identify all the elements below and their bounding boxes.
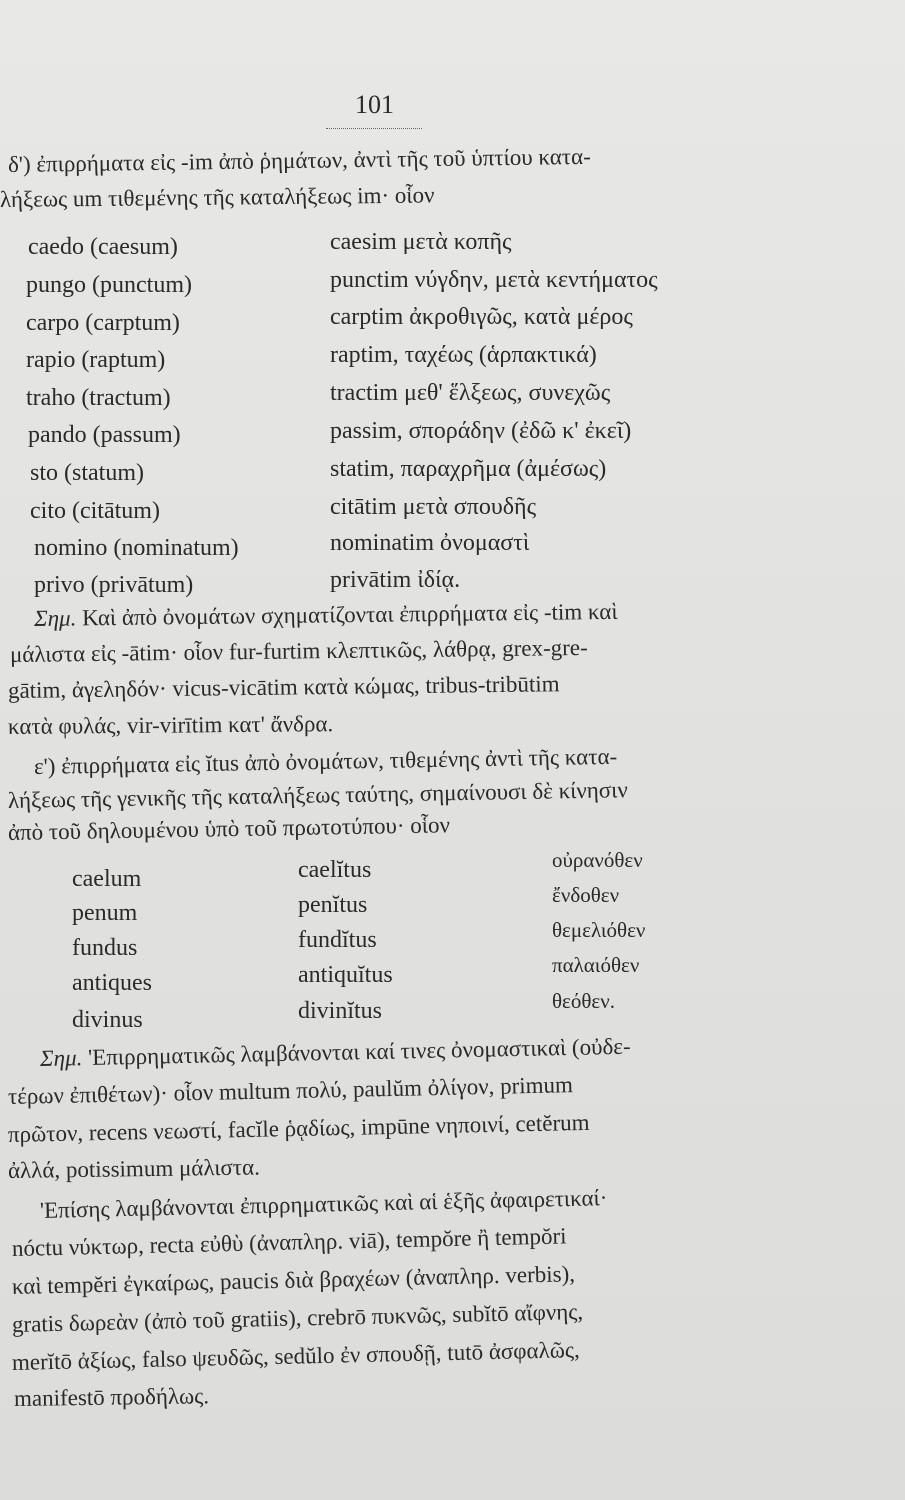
noun-cell: antiques (72, 970, 152, 996)
adverb-cell: carptim ἀκροθιγῶς, κατὰ μέρος (330, 304, 633, 330)
verb-cell: traho (tractum) (26, 385, 171, 411)
verb-cell: caedo (caesum) (28, 234, 178, 260)
noun-cell: divinus (72, 1007, 143, 1033)
adverb-cell: caesim μετὰ κοπῆς (330, 229, 512, 255)
adverb-cell: nominatim ὀνομαστὶ (330, 530, 530, 556)
para-e-line-3: ἀπὸ τοῦ δηλουμένου ὑπὸ τοῦ πρωτοτύπου· οἷον (7, 812, 451, 845)
adverb-cell: citātim μετὰ σπουδῆς (330, 494, 537, 520)
page-number-rule (326, 128, 422, 129)
adverb-cell: raptim, ταχέως (ἁρπακτικά) (330, 342, 597, 368)
noun-cell: caelum (72, 866, 142, 892)
note-1-line-1: Σημ. Καὶ ἀπὸ ὀνομάτων σχηματίζονται ἐπιρρήματα εἰς -tim καὶ (33, 598, 618, 631)
noun-cell: penum (72, 900, 138, 926)
para-final-line-3: καὶ tempĕri ἐγκαίρως, paucis διὰ βραχέων (ἀναπληρ. verbis), (11, 1261, 576, 1299)
adverb-cell: fundĭtus (298, 927, 377, 953)
para-final-line-4: gratis δωρεὰν (ἀπὸ τοῦ gratiis), crebrō πυκνῶς, subĭtō αἴφνης, (11, 1299, 584, 1337)
note-1-line-2: μάλιστα εἰς -ātim· οἷον fur-furtim κλεπτικῶς, λάθρᾳ, grex-gre- (9, 634, 588, 667)
verb-cell: carpo (carptum) (26, 310, 180, 336)
note-2-line-2: τέρων ἐπιθέτων)· οἷον multum πολύ, paulŭm ὀλίγον, primum (7, 1072, 574, 1109)
para-final-line-5: merĭtō ἀξίως, falso ψευδῶς, sedŭlo ἐν σπουδῇ, tutō ἀσφαλῶς, (11, 1337, 580, 1375)
greek-cell: θεόθεν. (552, 989, 615, 1013)
adverb-cell: caelĭtus (298, 857, 372, 883)
verb-cell: privo (privātum) (34, 572, 194, 598)
adverb-cell: divinĭtus (298, 998, 383, 1024)
greek-cell: θεμελιόθεν (552, 918, 646, 942)
adverb-cell: passim, σποράδην (ἐδῶ κ' ἐκεῖ) (330, 418, 632, 444)
para-d-line-2: λήξεως um τιθεμένης τῆς καταλήξεως im· οἷον (0, 182, 435, 212)
greek-cell: οὐρανόθεν (552, 848, 643, 872)
adverb-cell: privātim ἰδίᾳ. (330, 567, 461, 593)
greek-cell: ἔνδοθεν (552, 883, 620, 907)
para-final-line-6: manifestō προδήλως. (13, 1383, 210, 1411)
adverb-cell: punctim νύγδην, μετὰ κεντήματος (330, 267, 658, 293)
verb-cell: cito (citātum) (30, 498, 160, 524)
note-2-line-3: πρῶτον, recens νεωστί, facĭle ῥᾳδίως, impūne νηποινί, cetĕrum (7, 1109, 590, 1147)
para-e-line-2: λήξεως τῆς γενικῆς τῆς καταλήξεως ταύτης, σημαίνουσι δὲ κίνησιν (7, 777, 628, 813)
verb-cell: nomino (nominatum) (34, 535, 239, 561)
note-2-line-4: ἀλλά, potissimum μάλιστα. (7, 1154, 261, 1183)
noun-cell: fundus (72, 935, 138, 961)
page-number: 101 (355, 90, 394, 119)
adverb-cell: penĭtus (298, 892, 368, 918)
para-final-line-2: nóctu νύκτωρ, recta εὐθὺ (ἀναπληρ. viā), tempŏre ἢ tempŏri (11, 1223, 567, 1261)
verb-cell: pando (passum) (28, 422, 181, 448)
note-2-line-1: Σημ. 'Επιρρηματικῶς λαμβάνονται καί τινες ὀνομαστικαὶ (οὐδε- (39, 1033, 631, 1071)
note-2-label: Σημ. (39, 1045, 83, 1071)
adverb-cell: tractim μεθ' ἕλξεως, συνεχῶς (330, 380, 611, 406)
adverb-cell: antiquĭtus (298, 962, 393, 988)
note-1-label: Σημ. (33, 605, 77, 631)
greek-cell: παλαιόθεν (552, 953, 640, 977)
para-e-line-1: ε') ἐπιρρήματα εἰς ĭtus ἀπὸ ὀνομάτων, τιθεμένης ἀντὶ τῆς κατα- (33, 743, 618, 779)
verb-cell: sto (statum) (30, 460, 144, 486)
note-1-line-4: κατὰ φυλάς, vir-virītim κατ' ἄνδρα. (7, 711, 334, 739)
para-d-line-1: δ') ἐπιρρήματα εἰς -im ἀπὸ ῥημάτων, ἀντὶ τῆς τοῦ ὑπτίου κατα- (7, 143, 591, 177)
verb-cell: rapio (raptum) (26, 347, 166, 373)
para-final-line-1: 'Επίσης λαμβάνονται ἐπιρρηματικῶς καὶ αἱ ἑξῆς ἀφαιρετικαί· (39, 1185, 608, 1223)
verb-cell: pungo (punctum) (26, 272, 192, 298)
note-1-line-3: gātim, ἀγεληδόν· vicus-vicātim κατὰ κώμας, tribus-tribūtim (7, 671, 560, 703)
adverb-cell: statim, παραχρῆμα (ἀμέσως) (330, 456, 607, 482)
